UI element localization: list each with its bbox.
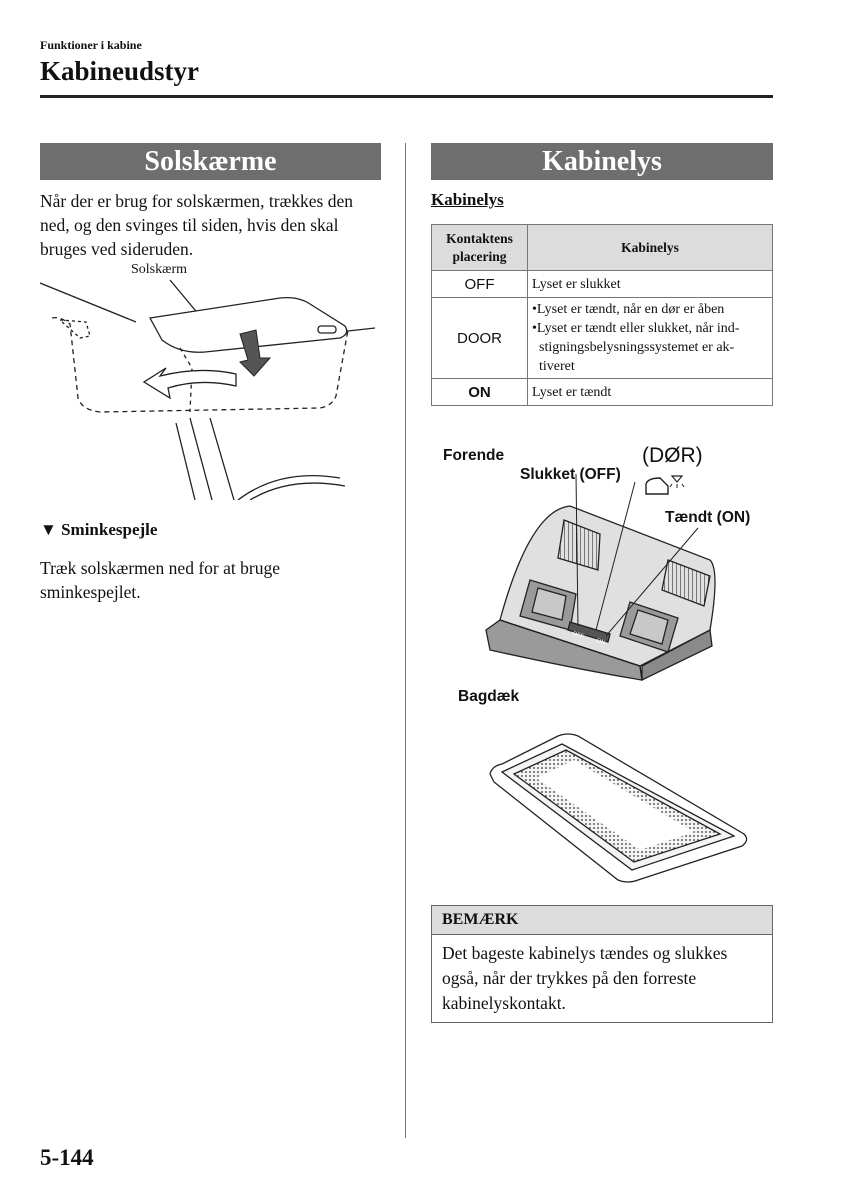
table-cell-line: •Lyset er tændt, når en dør er åben <box>532 302 725 317</box>
table-cell-description: Lyset er tændt <box>528 379 773 406</box>
door-light-icon <box>642 472 686 498</box>
mirror-subsection-title: Sminkespejle <box>61 520 158 539</box>
note-text: Det bageste kabinelys tændes og slukkes også, når der trykkes på den forreste kabinelyskontakt. <box>442 943 728 1013</box>
table-cell-position: DOOR <box>432 298 528 379</box>
door-label: (DØR) <box>642 444 703 467</box>
table-row <box>432 298 773 379</box>
title-rule <box>40 95 773 98</box>
sun-visor-intro: Når der er brug for solskærmen, trækkes den ned, og den svinges til siden, hvis den skal bruges ved sideruden. <box>40 191 353 259</box>
sun-visor-figure-label: Solskærm <box>131 262 188 277</box>
breadcrumb: Funktioner i kabine <box>40 38 142 52</box>
column-divider <box>405 143 406 1138</box>
mirror-subsection-text: Træk solskærmen ned for at bruge sminkespejlet. <box>40 558 280 602</box>
section-banner-cabin-light: Kabinelys <box>431 143 773 180</box>
table-header-position: Kontaktens placering <box>432 225 528 271</box>
table-cell-description <box>528 298 773 379</box>
page-title: Kabineudstyr <box>40 56 200 86</box>
front-label: Forende <box>443 447 505 464</box>
rear-label: Bagdæk <box>458 688 520 705</box>
switch-on-text: ON <box>595 638 606 647</box>
table-cell-position: OFF <box>432 271 528 298</box>
switch-off-text: OFF <box>571 631 585 641</box>
rear-cabin-light-illustration <box>488 730 748 890</box>
front-cabin-light-illustration <box>480 470 740 685</box>
page-number: 5-144 <box>40 1145 94 1170</box>
cabin-light-subheading: Kabinelys <box>431 190 504 209</box>
on-label: Tændt (ON) <box>665 509 751 526</box>
sun-visor-illustration <box>40 278 385 500</box>
table-header-light: Kabinelys <box>528 225 773 271</box>
table-cell-line: •Lyset er tændt eller slukket, når ind-stigningsbelysningssystemet er ak-tiveret <box>532 321 740 374</box>
triangle-icon: ▼ <box>40 520 57 539</box>
table-row <box>432 379 773 406</box>
section-banner-sun-visor: Solskærme <box>40 143 381 180</box>
cabin-light-table <box>431 224 773 406</box>
table-header-row <box>432 225 773 271</box>
table-row <box>432 271 773 298</box>
note-heading: BEMÆRK <box>432 906 772 935</box>
table-cell-position: ON <box>432 379 528 406</box>
table-cell-description: Lyset er slukket <box>528 271 773 298</box>
note-box <box>431 905 773 1023</box>
off-label: Slukket (OFF) <box>520 466 621 483</box>
mirror-subsection-heading <box>40 520 157 540</box>
